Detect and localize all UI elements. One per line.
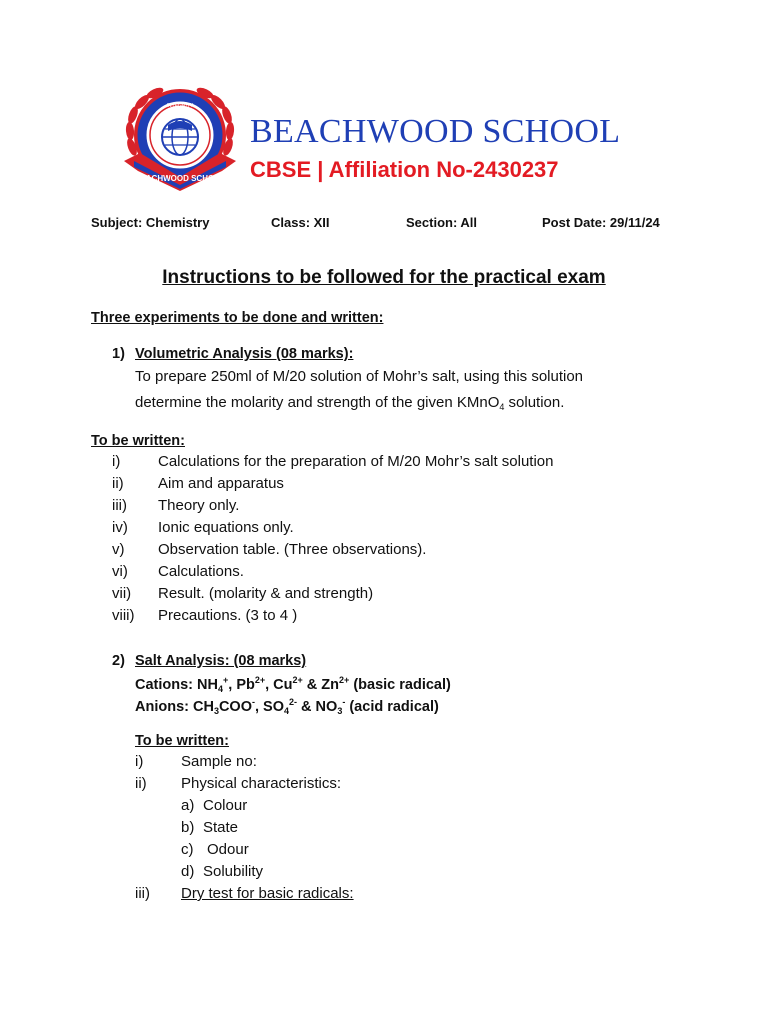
nh4-subscript: 4 — [217, 684, 223, 694]
list-item-number: iv) — [112, 519, 128, 536]
list-item-number: v) — [112, 541, 125, 558]
list-item-text: Precautions. (3 to 4 ) — [158, 607, 298, 624]
exp1-desc-line2 — [135, 394, 564, 412]
no3-subscript: 3 — [337, 706, 343, 716]
subject-label: Subject: Chemistry — [91, 215, 210, 230]
list-item-text: Theory only. — [158, 497, 240, 514]
list-item-number: vi) — [112, 563, 128, 580]
coo-charge: - — [251, 697, 255, 707]
no-text: & NO — [297, 699, 338, 715]
page-title: Instructions to be followed for the practical exam — [162, 267, 606, 288]
exp1-heading: Volumetric Analysis (08 marks): — [135, 346, 354, 362]
exp2-number: 2) — [112, 653, 125, 669]
list-item-number: vii) — [112, 585, 132, 602]
coo-text: COO — [218, 699, 252, 715]
post-date-label: Post Date: 29/11/24 — [542, 215, 660, 230]
sub-item-text: Colour — [203, 797, 248, 814]
sub-item-text: State — [203, 819, 239, 836]
list-item-number: viii) — [112, 607, 135, 624]
exp1-desc-post: solution. — [504, 394, 565, 411]
exp1-desc-pre: determine the molarity and strength of the given KMnO — [135, 394, 500, 411]
school-logo — [118, 83, 242, 199]
list-item-text: Dry test for basic radicals: — [181, 885, 354, 902]
exp1-desc-line1: To prepare 250ml of M/20 solution of Mohr’s salt, using this solution — [135, 368, 584, 385]
pb-text: , Pb — [228, 677, 255, 693]
sub-item-number: b) — [181, 819, 195, 836]
list-item-number: ii) — [135, 775, 147, 792]
so4-charge: 2- — [289, 697, 298, 707]
exp1-number: 1) — [112, 346, 125, 362]
sub-item-text: Solubility — [203, 863, 264, 880]
anions-tail: (acid radical) — [345, 699, 439, 715]
section-label: Section: All — [406, 215, 478, 230]
list-item-text: Physical characteristics: — [181, 775, 342, 792]
pb-charge: 2+ — [254, 675, 266, 685]
anions-label: Anions: CH — [135, 699, 214, 715]
list-item-number: i) — [112, 453, 121, 470]
nh4-charge: + — [223, 675, 229, 685]
cations-line — [135, 675, 451, 694]
exp2-written-heading: To be written: — [135, 733, 229, 749]
exp1-written-heading: To be written: — [91, 433, 185, 449]
sub-item-number: c) — [181, 841, 194, 858]
list-item-text: Result. (molarity & and strength) — [158, 585, 374, 602]
subtitle: Three experiments to be done and written: — [91, 310, 384, 326]
anions-line — [135, 697, 439, 716]
kmno4-subscript: 4 — [499, 402, 505, 412]
list-item-text: Ionic equations only. — [158, 519, 294, 536]
list-item-number: iii) — [135, 885, 150, 902]
list-item-text: Aim and apparatus — [158, 475, 284, 492]
exp2-heading: Salt Analysis: (08 marks) — [135, 653, 307, 669]
cations-tail: (basic radical) — [349, 677, 451, 693]
school-name: BEACHWOOD SCHOOL — [250, 113, 621, 150]
list-item-text: Sample no: — [181, 753, 257, 770]
affiliation-line: CBSE | Affiliation No-2430237 — [250, 157, 559, 182]
no3-charge: - — [342, 697, 346, 707]
logo-text: BEACHWOOD SCHOOL — [134, 174, 226, 183]
zn-charge: 2+ — [339, 675, 350, 685]
logo-motto: INTEGRITY — [166, 103, 194, 109]
cu-text: , Cu — [265, 677, 293, 693]
sub-item-text: Odour — [207, 841, 249, 858]
cations-label: Cations: NH — [135, 677, 218, 693]
list-item-text: Calculations. — [158, 563, 244, 580]
list-item-number: i) — [135, 753, 144, 770]
list-item-text: Observation table. (Three observations). — [158, 541, 427, 558]
class-label: Class: XII — [271, 215, 330, 230]
list-item-number: ii) — [112, 475, 124, 492]
ch3-subscript: 3 — [213, 706, 219, 716]
zn-text: & Zn — [302, 677, 340, 693]
cu-charge: 2+ — [292, 675, 303, 685]
so-text: , SO — [254, 699, 284, 715]
sub-item-number: a) — [181, 797, 195, 814]
so4-subscript: 4 — [284, 706, 290, 716]
list-item-number: iii) — [112, 497, 127, 514]
list-item-text: Calculations for the preparation of M/20 Mohr’s salt solution — [158, 453, 554, 470]
sub-item-number: d) — [181, 863, 195, 880]
